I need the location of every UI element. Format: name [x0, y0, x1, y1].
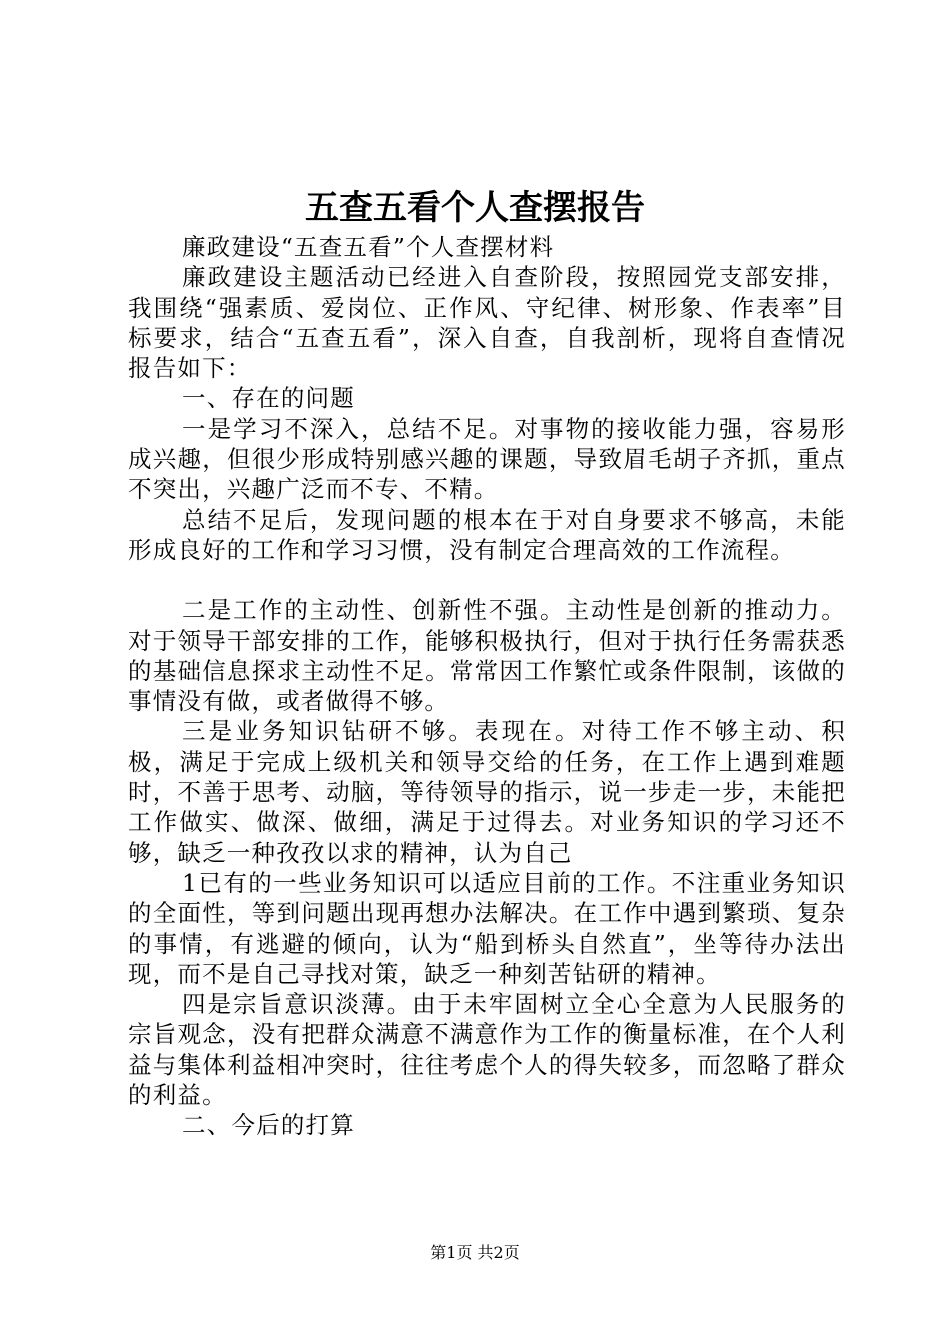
paragraph-intro: 廉政建设主题活动已经进入自查阶段，按照园党支部安排，我围绕“强素质、爱岗位、正作风、守纪律、树形象、作表率”目标要求，结合“五查五看”，深入自查，自我剖析，现将自查情况报告如下： — [128, 263, 846, 383]
paragraph-problem-4: 四是宗旨意识淡薄。由于未牢固树立全心全意为人民服务的宗旨观念，没有把群众满意不满意作为工作的衡量标准，在个人利益与集体利益相冲突时，往往考虑个人的得失较多，而忽略了群众的利益。 — [128, 990, 846, 1110]
paragraph-subtitle: 廉政建设“五查五看”个人查摆材料 — [182, 233, 555, 261]
section-heading-plans: 二、今后的打算 — [182, 1111, 355, 1140]
paragraph-problem-1: 一是学习不深入，总结不足。对事物的接收能力强，容易形成兴趣，但很少形成特别感兴趣的课题，导致眉毛胡子齐抓，重点不突出，兴趣广泛而不专、不精。 — [128, 414, 846, 504]
paragraph-problem-2: 二是工作的主动性、创新性不强。主动性是创新的推动力。对于领导干部安排的工作，能够积极执行，但对于执行任务需获悉的基础信息探求主动性不足。常常因工作繁忙或条件限制，该做的事情没有做，或者做得不够。 — [128, 596, 846, 716]
paragraph-problem-3: 三是业务知识钻研不够。表现在。对待工作不够主动、积极，满足于完成上级机关和领导交给的任务，在工作上遇到难题时，不善于思考、动脑，等待领导的指示，说一步走一步，未能把工作做实、做深、做细，满足于过得去。对业务知识的学习还不够，缺乏一种孜孜以求的精神，认为自己 — [128, 717, 846, 867]
section-heading-problems: 一、存在的问题 — [182, 384, 355, 413]
document-title: 五查五看个人查摆报告 — [305, 188, 645, 228]
paragraph-problem-1-summary: 总结不足后，发现问题的根本在于对自身要求不够高，未能形成良好的工作和学习习惯，没有制定合理高效的工作流程。 — [128, 505, 846, 564]
page-footer: 第1页 共2页 — [430, 1243, 520, 1262]
paragraph-problem-3-continued: 1已有的一些业务知识可以适应目前的工作。不注重业务知识的全面性，等到问题出现再想办法解决。在工作中遇到繁琐、复杂的事情，有逃避的倾向，认为“船到桥头自然直”，坐等待办法出现，而不是自己寻找对策，缺乏一种刻苦钻研的精神。 — [128, 868, 846, 988]
document-body — [128, 232, 846, 1141]
